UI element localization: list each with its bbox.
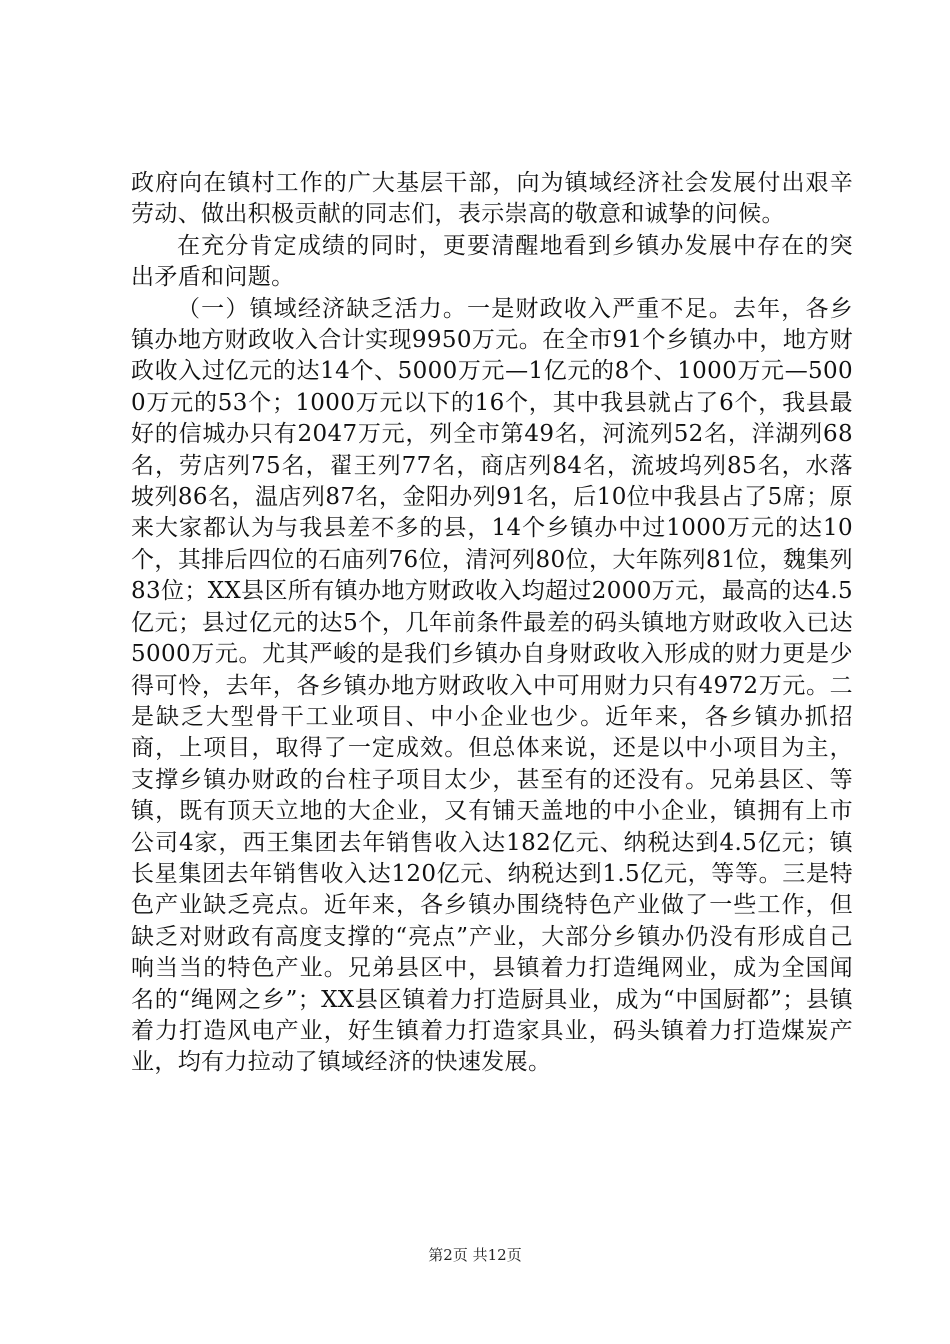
paragraph-continuation: 政府向在镇村工作的广大基层干部，向为镇域经济社会发展付出艰辛劳动、做出积极贡献的同志们，表示崇高的敬意和诚挚的问候。 [131,170,853,228]
page-number-footer: 第2页 共12页 [428,1246,522,1264]
document-body [131,168,853,1079]
paragraph-transition: 在充分肯定成绩的同时，更要清醒地看到乡镇办发展中存在的突出矛盾和问题。 [131,232,853,291]
paragraph-section-one: （一）镇域经济缺乏活力。一是财政收入严重不足。去年，各乡镇办地方财政收入合计实现9950万元。在全市91个乡镇办中，地方财政收入过亿元的达14个、5000万元—1亿元的8个、1000万元—5000万元的53个；1000万元以下的16个，其中我县就占了6个，我县最好的信城办只有2047万元，列全市第49名，河流列52名，洋湖列68名，劳店列75名，翟王列77名，商店列84名，流坡坞列85名，水落坡列86名，温店列87名，金阳办列91名，后10位中我县占了5席；原来大家都认为与我县差不多的县，14个乡镇办中过1000万元的达10个，其排后四位的石庙列76位，清河列80位，大年陈列81位，魏集列83位；XX县区所有镇办地方财政收入均超过2000万元，最高的达4.5亿元；县过亿元的达5个，几年前条件最差的码头镇地方财政收入已达5000万元。尤其严峻的是我们乡镇办自身财政收入形成的财力更是少得可怜，去年，各乡镇办地方财政收入中可用财力只有4972万元。二是缺乏大型骨干工业项目、中小企业也少。近年来，各乡镇办抓招商，上项目，取得了一定成效。但总体来说，还是以中小项目为主，支撑乡镇办财政的台柱子项目太少，甚至有的还没有。兄弟县区、等镇，既有顶天立地的大企业，又有铺天盖地的中小企业，镇拥有上市公司4家，西王集团去年销售收入达182亿元、纳税达到4.5亿元；镇长星集团去年销售收入达120亿元、纳税达到1.5亿元，等等。三是特色产业缺乏亮点。近年来，各乡镇办围绕特色产业做了一些工作，但缺乏对财政有高度支撑的“亮点”产业，大部分乡镇办仍没有形成自己响当当的特色产业。兄弟县区中，县镇着力打造绳网业，成为全国闻名的“绳网之乡”；XX县区镇着力打造厨具业，成为“中国厨都”；县镇着力打造风电产业，好生镇着力打造家具业，码头镇着力打造煤炭产业，均有力拉动了镇域经济的快速发展。 [131,295,853,1076]
